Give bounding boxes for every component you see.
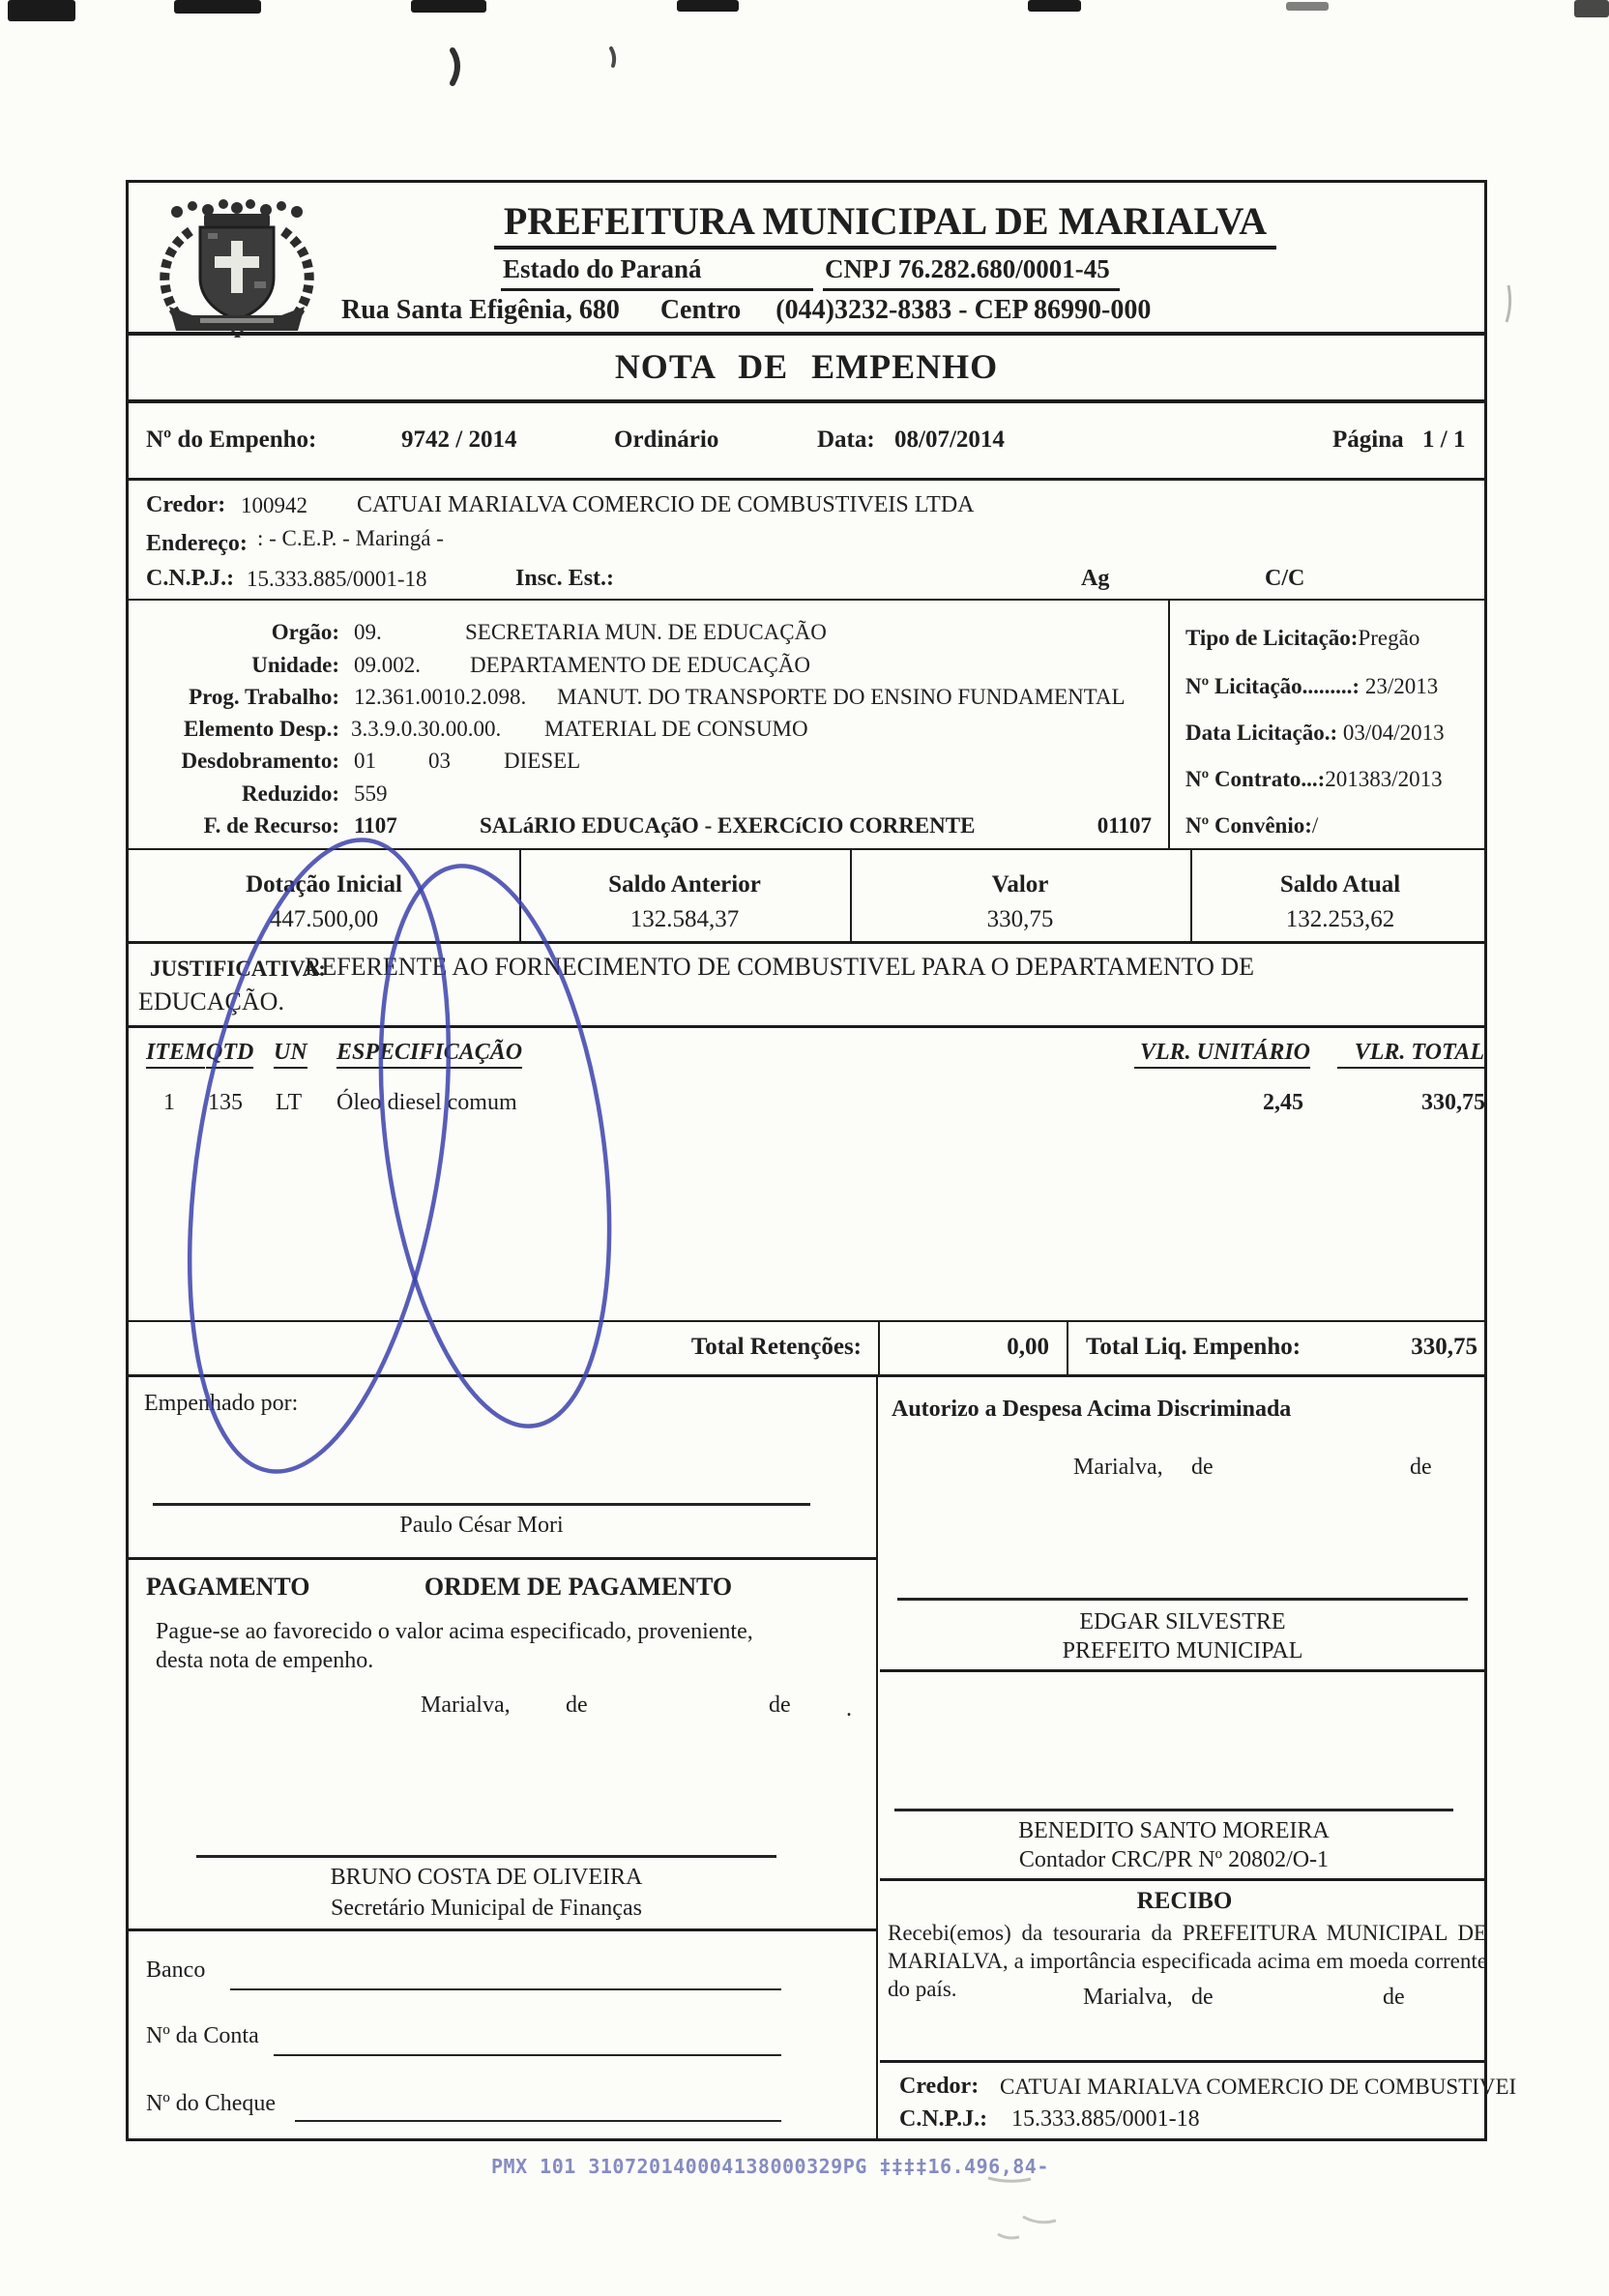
pagamento-city: Marialva, <box>421 1693 511 1718</box>
scan-artifact <box>677 0 739 12</box>
empenhado-signature-line <box>153 1503 810 1506</box>
orgao-label: Orgão: <box>271 620 339 644</box>
district: Centro <box>659 295 742 325</box>
prefeito-title: PREFEITO MUNICIPAL <box>1062 1638 1303 1663</box>
licitacao-tipo-row <box>1185 626 1419 651</box>
cnpj-value: 15.333.885/0001-18 <box>247 567 427 591</box>
empenho-row <box>129 403 1484 481</box>
valor-value: 330,75 <box>986 906 1054 932</box>
page-label: Página <box>1332 427 1404 453</box>
empenho-number: 9742 / 2014 <box>401 427 517 453</box>
pencil-smudge <box>988 2178 1031 2181</box>
convenio-row <box>1185 813 1318 839</box>
num-contrato-label: Nº Contrato...: <box>1185 767 1326 791</box>
item-un: LT <box>276 1090 303 1115</box>
autorizo-de1: de <box>1191 1455 1214 1480</box>
endereco-value: : - C.E.P. - Maringá - <box>257 526 444 550</box>
elemento-label: Elemento Desp.: <box>184 717 339 741</box>
pagamento-de2: de <box>769 1693 791 1718</box>
right-divider-1 <box>880 1669 1484 1672</box>
col-header-vlr-unitario: VLR. UNITÁRIO <box>1134 1040 1310 1069</box>
contador-title: Contador CRC/PR Nº 20802/O-1 <box>1018 1847 1330 1872</box>
prefeito-name: EDGAR SILVESTRE <box>1079 1609 1286 1634</box>
signature-area <box>129 1377 1517 2138</box>
scan-artifact <box>1028 0 1081 12</box>
num-cheque-label: Nº do Cheque <box>146 2091 277 2116</box>
scan-artifact <box>1286 2 1329 11</box>
col-header-un: UN <box>274 1040 307 1069</box>
pencil-smudge <box>998 2217 1056 2238</box>
num-contrato-value: 201383/2013 <box>1325 767 1443 791</box>
col-header-item: ITEM <box>146 1040 205 1069</box>
prog-trabalho-code: 12.361.0010.2.098. <box>354 685 527 709</box>
recibo-credor-label: Credor: <box>899 2074 980 2099</box>
address-line <box>339 295 1156 335</box>
budget-block <box>129 601 1484 850</box>
empenho-number-label: Nº do Empenho: <box>146 427 317 453</box>
credor-code: 100942 <box>241 493 307 517</box>
pagamento-dot: . <box>846 1696 852 1722</box>
unidade-label: Unidade: <box>251 653 339 677</box>
num-convenio-label: Nº Convênio: <box>1185 813 1312 838</box>
dotacao-inicial-value: 447.500,00 <box>269 906 379 932</box>
recurso-label: F. de Recurso: <box>203 813 339 838</box>
tipo-licitacao-label: Tipo de Licitação: <box>1185 626 1359 650</box>
prefeito-signature-line <box>897 1598 1468 1601</box>
item-number: 1 <box>163 1090 175 1115</box>
scan-artifact <box>1574 0 1609 17</box>
recurso-code: 1107 <box>354 813 397 838</box>
recibo-cnpj-label: C.N.P.J.: <box>899 2106 988 2132</box>
secretario-title: Secretário Municipal de Finanças <box>331 1896 642 1921</box>
desdobramento-label: Desdobramento: <box>181 749 339 773</box>
street-address: Rua Santa Efigênia, 680 <box>341 295 620 325</box>
credor-name: CATUAI MARIALVA COMERCIO DE COMBUSTIVEIS LTDA <box>357 492 975 517</box>
totals-divider-2 <box>1067 1322 1068 1374</box>
justificativa-line1: REFERENTE AO FORNECIMENTO DE COMBUSTIVEL PARA O DEPARTAMENTO DE <box>305 953 1255 981</box>
nota-de-empenho-form <box>126 180 1517 2141</box>
desdobramento-desc: DIESEL <box>504 749 581 773</box>
col-header-vlr-total: VLR. TOTAL <box>1337 1040 1484 1069</box>
dotacao-table <box>129 850 1484 944</box>
reduzido-code: 559 <box>354 781 388 806</box>
empenhado-name: Paulo César Mori <box>399 1513 564 1538</box>
dot-matrix-stamp: PMX 101 310720140004138000329PG ‡‡‡‡16.496,84- <box>491 2155 1049 2178</box>
total-liq-value: 330,75 <box>1411 1334 1477 1360</box>
data-licitacao-label: Data Licitação.: <box>1185 721 1338 745</box>
left-divider-2 <box>129 1928 876 1931</box>
col-header-especificacao: ESPECIFICAÇÃO <box>336 1040 522 1069</box>
num-cheque-line <box>295 2120 781 2122</box>
reduzido-label: Reduzido: <box>242 781 339 806</box>
licitacao-divider <box>1168 601 1170 848</box>
tipo-licitacao-value: Pregão <box>1358 626 1420 650</box>
empenho-date: 08/07/2014 <box>894 427 1005 453</box>
elemento-code: 3.3.9.0.30.00.00. <box>351 717 502 741</box>
prog-trabalho-desc: MANUT. DO TRANSPORTE DO ENSINO FUNDAMENTAL <box>557 685 1126 709</box>
form-header <box>129 183 1484 332</box>
recibo-de2: de <box>1383 1985 1405 2010</box>
dotacao-inicial-header: Dotação Inicial <box>246 871 402 898</box>
num-conta-line <box>274 2054 781 2056</box>
right-column <box>880 1377 1517 2138</box>
justificativa-line2: EDUCAÇÃO. <box>138 987 284 1016</box>
credor-block <box>129 481 1484 601</box>
page-number: 1 / 1 <box>1422 427 1466 453</box>
autorizo-de2: de <box>1410 1455 1432 1480</box>
empenhado-por-label: Empenhado por: <box>144 1391 299 1416</box>
secretario-signature-line <box>196 1855 776 1858</box>
orgao-desc: SECRETARIA MUN. DE EDUCAÇÃO <box>465 620 827 644</box>
credor-label: Credor: <box>146 492 226 517</box>
autorizo-city: Marialva, <box>1073 1455 1163 1480</box>
right-divider-2 <box>880 1878 1484 1881</box>
left-divider-1 <box>129 1557 876 1560</box>
recibo-title: RECIBO <box>1136 1888 1233 1914</box>
endereco-label: Endereço: <box>146 531 248 556</box>
title-bar <box>129 332 1484 403</box>
totals-row <box>129 1322 1484 1377</box>
phone-cep: (044)3232-8383 - CEP 86990-000 <box>775 295 1152 325</box>
licitacao-data-row <box>1185 721 1445 746</box>
justificativa-block <box>129 944 1484 1028</box>
saldo-atual-header: Saldo Atual <box>1279 871 1401 898</box>
licitacao-num-row <box>1185 674 1438 699</box>
org-cnpj: CNPJ 76.282.680/0001-45 <box>823 254 1120 291</box>
item-especificacao: Óleo diesel comum <box>336 1090 517 1115</box>
num-licitacao-label: Nº Licitação.........: <box>1185 674 1360 698</box>
num-conta-label: Nº da Conta <box>146 2023 259 2048</box>
recurso-desc: SALáRIO EDUCAçãO - EXERCíCIO CORRENTE <box>480 813 976 838</box>
conta-corrente-label: C/C <box>1265 566 1305 591</box>
pagamento-title: PAGAMENTO <box>146 1573 310 1601</box>
contador-name: BENEDITO SANTO MOREIRA <box>1018 1818 1330 1843</box>
num-licitacao-value: 23/2013 <box>1364 674 1439 698</box>
total-liq-label: Total Liq. Empenho: <box>1086 1334 1302 1360</box>
prog-trabalho-label: Prog. Trabalho: <box>189 685 339 709</box>
items-table <box>129 1028 1484 1322</box>
cnpj-label: C.N.P.J.: <box>146 566 235 591</box>
insc-est-label: Insc. Est.: <box>515 566 615 591</box>
pen-tick-mark <box>453 50 457 83</box>
data-licitacao-value: 03/04/2013 <box>1342 721 1445 745</box>
item-vlr-unitario: 2,45 <box>1263 1090 1303 1115</box>
total-retencoes-value: 0,00 <box>1007 1334 1049 1360</box>
recibo-credor-value: CATUAI MARIALVA COMERCIO DE COMBUSTIVEI <box>1000 2075 1517 2099</box>
ordem-pagamento-title: ORDEM DE PAGAMENTO <box>424 1573 733 1601</box>
agencia-label: Ag <box>1081 566 1110 591</box>
right-divider-3 <box>880 2060 1484 2063</box>
unidade-code: 09.002. <box>354 653 421 677</box>
marialva-coat-of-arms-icon <box>140 192 334 338</box>
elemento-desc: MATERIAL DE CONSUMO <box>544 717 808 741</box>
secretario-name: BRUNO COSTA DE OLIVEIRA <box>330 1865 643 1890</box>
contrato-row <box>1185 767 1443 792</box>
num-convenio-value: / <box>1311 813 1319 838</box>
desdobramento-code2: 03 <box>428 749 451 773</box>
recibo-de1: de <box>1191 1985 1214 2010</box>
desdobramento-code1: 01 <box>354 749 376 773</box>
recibo-city: Marialva, <box>1083 1985 1173 2010</box>
recibo-text: Recebi(emos) da tesouraria da PREFEITURA MUNICIPAL DE MARIALVA, a importância especificada acima em moeda corrente do país. <box>888 1921 1487 2001</box>
saldo-anterior-value: 132.584,37 <box>629 906 740 932</box>
recurso-num: 01107 <box>1097 813 1152 838</box>
org-name-block <box>370 198 1400 250</box>
item-qtd: 135 <box>208 1090 243 1115</box>
saldo-atual-value: 132.253,62 <box>1285 906 1395 932</box>
item-vlr-total: 330,75 <box>1421 1090 1485 1115</box>
banco-label: Banco <box>146 1957 206 1983</box>
banco-line <box>230 1988 781 1990</box>
left-column <box>129 1377 878 2138</box>
state-label: Estado do Paraná <box>501 254 813 291</box>
justificativa-label: JUSTIFICATIVA: <box>150 957 326 981</box>
empenho-type: Ordinário <box>614 427 719 453</box>
scan-artifact <box>8 0 75 21</box>
unidade-desc: DEPARTAMENTO DE EDUCAÇÃO <box>470 653 811 677</box>
saldo-anterior-header: Saldo Anterior <box>608 871 761 898</box>
col-header-qtd: QTD <box>206 1040 253 1069</box>
totals-divider-1 <box>878 1322 880 1374</box>
scan-artifact <box>411 0 486 13</box>
autorizo-title: Autorizo a Despesa Acima Discriminada <box>892 1397 1292 1422</box>
pagamento-text: Pague-se ao favorecido o valor acima especificado, proveniente, desta nota de empenho. <box>156 1619 753 1673</box>
doc-title: NOTA DE EMPENHO <box>614 347 999 386</box>
coat-of-arms-logo <box>140 192 334 338</box>
total-retencoes-label: Total Retenções: <box>690 1334 862 1360</box>
pen-tick-mark <box>611 48 614 66</box>
scan-artifact <box>174 0 261 14</box>
org-name: PREFEITURA MUNICIPAL DE MARIALVA <box>494 198 1276 250</box>
orgao-code: 09. <box>354 620 382 644</box>
scan-smudge <box>1507 285 1510 322</box>
valor-header: Valor <box>991 871 1049 898</box>
recibo-cnpj-value: 15.333.885/0001-18 <box>1011 2106 1200 2132</box>
contador-signature-line <box>894 1809 1453 1811</box>
date-label: Data: <box>817 427 875 453</box>
pagamento-de1: de <box>566 1693 588 1718</box>
